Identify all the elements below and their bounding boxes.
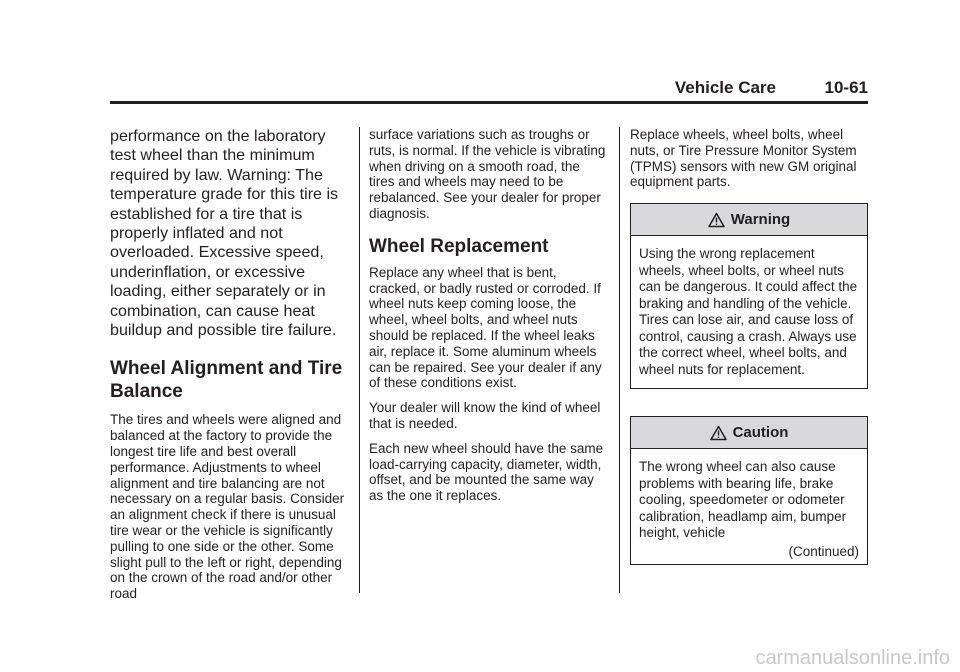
continued-paragraph: surface variations such as troughs or ruts, is normal. If the vehicle is vibrating when driving on a smooth road, the tires and wheels may need to be rebalanced. See your dealer for proper diagnosis. [369,127,606,221]
caution-box [630,416,868,565]
heading-wheel-alignment: Wheel Alignment and Tire Balance [110,358,343,403]
page-number: 10-61 [824,78,868,97]
caution-body [631,449,867,564]
watermark: carmanualsonline.info [755,647,950,669]
header-rule [110,101,868,104]
replacement-paragraph-1: Replace any wheel that is bent, cracked, or badly rusted or corroded. If wheel nuts keep coming loose, the wheel, wheel bolts, and wheel nuts should be replaced. If the wheel leaks air, replace it. Some aluminum wheels can be repaired. See your dealer if any of these conditions exist. [369,264,602,391]
caution-title: Caution [732,424,789,442]
column-divider [619,127,620,593]
column-divider [359,127,360,593]
continued-warning-text: performance on the laboratory test wheel than the minimum required by law. Warning: The temperature grade for this tire is established for a tire that is properly inflated and not overloaded. Excessive speed, underinflation, or excessive loading, either separately or in combination, can cause heat buildup and possible tire failure. [110,127,339,340]
section-title: Vehicle Care [674,78,776,97]
alignment-paragraph: The tires and wheels were aligned and balanced at the factory to provide the longest tire life and best overall performance. Adjustments to wheel alignment and tire balancing are not necessary on a regular basis. Consider an alignment check if there is unusual tire wear or the vehicle is significantly pulling to one side or the other. Some slight pull to the left or right, depending on the crown of the road and/or other road [110,412,345,602]
column-2 [369,127,609,513]
replacement-parts-paragraph: Replace wheels, wheel bolts, wheel nuts, or Tire Pressure Monitor System (TPMS) sensors with new GM original equipment parts. [630,127,857,190]
column-1 [110,127,350,611]
continued-label: (Continued) [788,543,859,559]
warning-triangle-icon [708,212,725,228]
caution-box-header [631,417,867,449]
warning-box-header [631,204,867,236]
replacement-paragraph-3: Each new wheel should have the same load-carrying capacity, diameter, width, offset, and be mounted the same way as the one it replaces. [369,440,604,504]
warning-text: Using the wrong replacement wheels, wheel bolts, or wheel nuts can be dangerous. It could affect the braking and handling of the vehicle. Tires can lose air, and cause loss of control, causing a crash. Always use the correct wheel, wheel bolts, and wheel nuts for replacement. [639,246,858,377]
caution-text: The wrong wheel can also cause problems with bearing life, brake cooling, speedometer or odometer calibration, headlamp aim, bumper height, vehicle [639,459,847,541]
warning-box [630,203,868,389]
column-3 [630,127,870,565]
replacement-paragraph-2: Your dealer will know the kind of wheel that is needed. [369,400,601,431]
caution-triangle-icon [710,425,727,441]
warning-title: Warning [730,211,791,229]
heading-wheel-replacement: Wheel Replacement [369,235,549,257]
